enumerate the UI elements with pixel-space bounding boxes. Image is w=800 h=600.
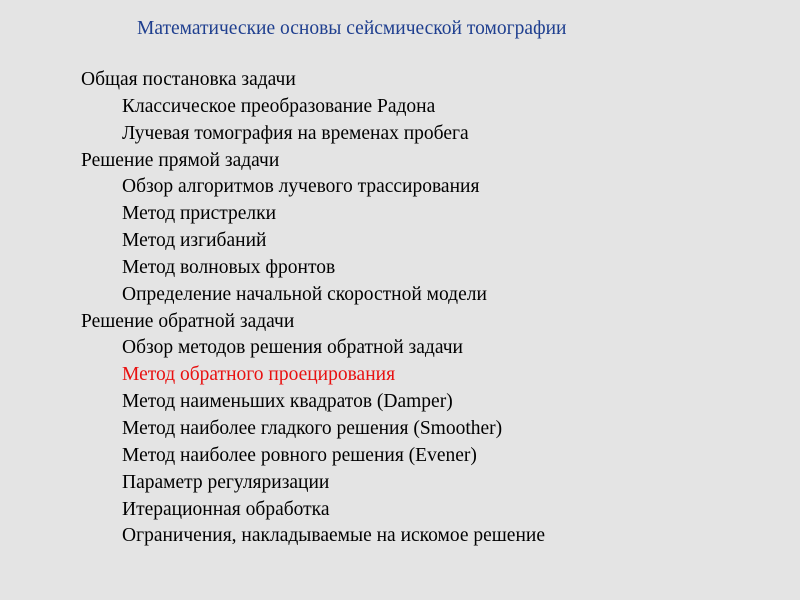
subtopic-item: Ограничения, накладываемые на искомое решение <box>122 525 545 547</box>
subtopic-item: Определение начальной скоростной модели <box>122 283 487 305</box>
subtopic-item: Метод наименьших квадратов (Damper) <box>122 391 453 413</box>
highlighted-subtopic: Метод обратного проецирования <box>122 364 396 386</box>
subtopic-item: Метод пристрелки <box>122 203 277 225</box>
subtopic-item: Метод изгибаний <box>122 230 267 252</box>
section-heading: Решение обратной задачи <box>81 310 295 332</box>
subtopic-item: Обзор алгоритмов лучевого трассирования <box>122 176 480 198</box>
section-heading: Общая постановка задачи <box>81 69 296 90</box>
subtopic-item: Параметр регуляризации <box>122 471 330 493</box>
subtopic-item: Классическое преобразование Радона <box>122 95 436 117</box>
subtopic-item: Лучевая томография на временах пробега <box>122 122 469 144</box>
section-heading: Решение прямой задачи <box>81 149 280 171</box>
subtopic-item: Итерационная обработка <box>122 498 330 520</box>
topic-outline <box>81 67 545 550</box>
subtopic-item: Метод наиболее гладкого решения (Smoother) <box>122 417 503 439</box>
subtopic-item: Обзор методов решения обратной задачи <box>122 337 463 359</box>
subtopic-item: Метод волновых фронтов <box>122 256 336 278</box>
subtopic-item: Метод наиболее ровного решения (Evener) <box>122 444 477 466</box>
slide-title: Математические основы сейсмической томографии <box>137 18 567 39</box>
